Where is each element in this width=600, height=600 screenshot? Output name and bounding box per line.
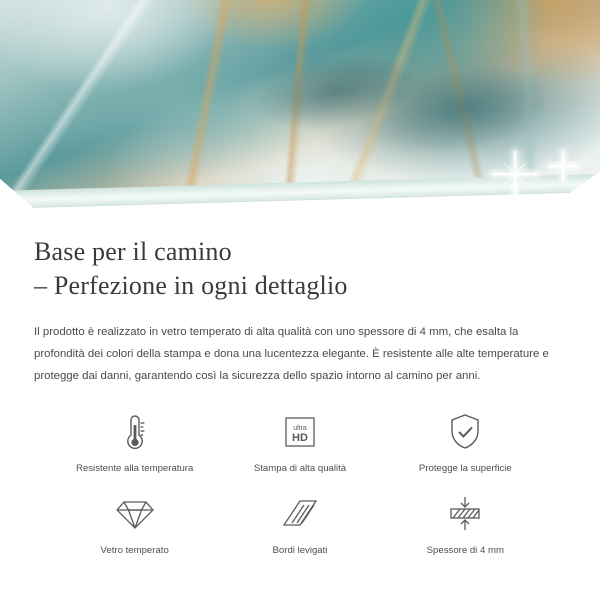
headline-line-2: – Perfezione in ogni dettaglio — [34, 271, 348, 300]
feature-label: Spessore di 4 mm — [426, 545, 504, 556]
feature-grid — [34, 409, 566, 557]
marble-print-surface — [0, 0, 600, 201]
polished-edges-icon — [280, 491, 320, 537]
diamond-icon — [115, 491, 155, 537]
hero-image — [0, 0, 600, 215]
feature-item-print-quality — [217, 409, 382, 475]
feature-item-surface-protection — [383, 409, 548, 475]
feature-label: Vetro temperato — [100, 545, 169, 556]
content-block — [0, 215, 600, 557]
feature-label: Protegge la superficie — [418, 463, 512, 474]
feature-label: Stampa di alta qualità — [253, 463, 347, 474]
feature-item-polished-edges — [217, 491, 382, 557]
feature-item-tempered-glass — [52, 491, 217, 557]
svg-text:HD: HD — [292, 432, 308, 444]
description-paragraph: Il prodotto è realizzato in vetro temperato di alta qualità con uno spessore di 4 mm, che esalta la profondità dei colori della stampa e dona una lucentezza elegante. È resistente alle alte temperature e protegge dai danni, garantendo così la sicurezza dello spazio intorno al camino per anni. — [34, 326, 549, 382]
marble-glass-panel-photo — [0, 0, 600, 215]
feature-item-temperature — [52, 409, 217, 475]
feature-item-thickness — [383, 491, 548, 557]
thickness-arrows-icon — [445, 491, 485, 537]
page-title — [34, 235, 566, 303]
svg-text:ultra: ultra — [293, 425, 307, 432]
headline-line-1: Base per il camino — [34, 237, 232, 266]
shield-check-icon — [447, 409, 483, 455]
feature-label: Resistente alla temperatura — [76, 463, 194, 474]
thermometer-icon — [120, 409, 150, 455]
ultra-hd-icon — [281, 409, 319, 455]
feature-label: Bordi levigati — [272, 545, 328, 556]
